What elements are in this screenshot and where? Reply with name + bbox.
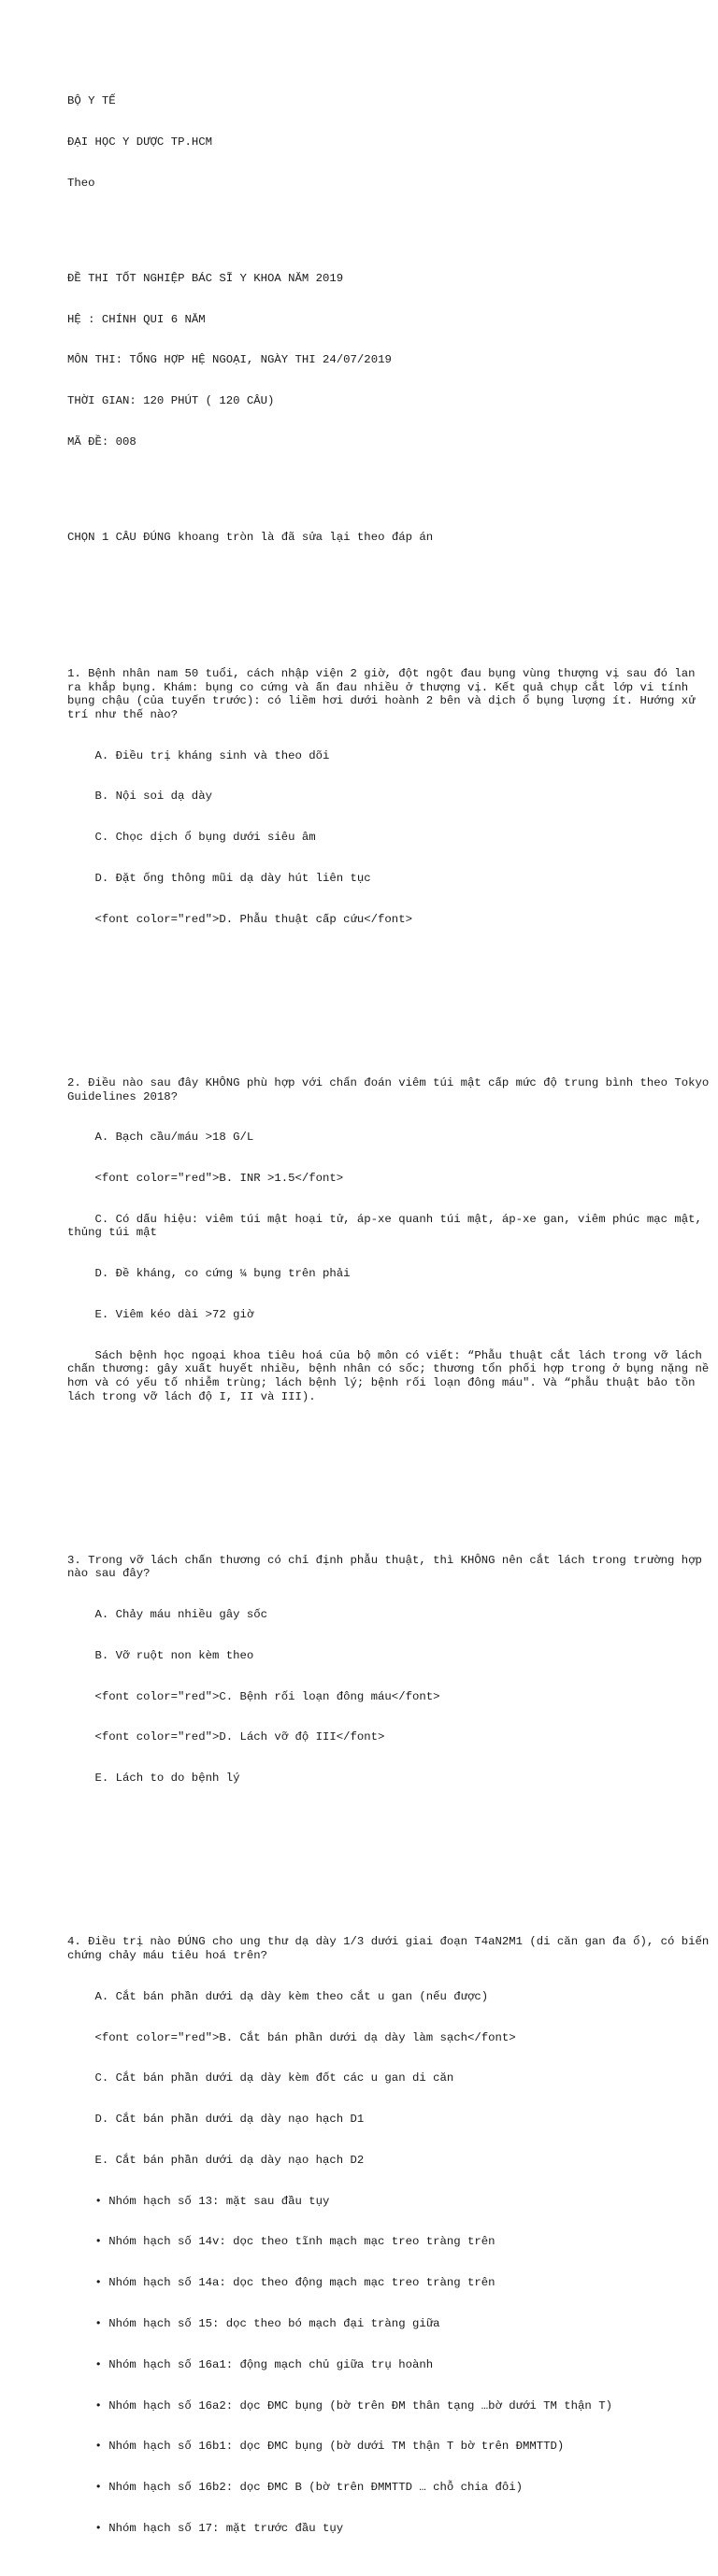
spacer <box>67 1840 712 1854</box>
answer-option: E. Viêm kéo dài >72 giờ <box>94 1308 254 1322</box>
university-heading: ĐẠI HỌC Y DƯỢC TP.HCM <box>67 135 212 149</box>
exam-system: HỆ : CHÍNH QUI 6 NĂM <box>67 312 206 326</box>
answer-option: D. Cắt bán phần dưới dạ dày nạo hạch D1 <box>94 2113 365 2127</box>
question-4 <box>67 1908 716 2563</box>
question-stem: 1. Bệnh nhân nam 50 tuổi, cách nhập viện 2 giờ, đột ngột đau bụng vùng thượng vị sau đó lan ra khắp bụng. Khám: bụng co cứng và ấn đau nhiều ở thượng vị. Kết quả chụp cắt lớp vi tính bụng chậu (của tuyến trước): có liềm hơi dưới hoành 2 bên và dịch ổ bụng lượng ít. Hướng xử trí như thế nào? <box>67 667 702 721</box>
answer-option: D. Đề kháng, co cứng ¼ bụng trên phải <box>94 1267 351 1281</box>
lymph-node-item: • Nhóm hạch số 14v: dọc theo tĩnh mạch mạc treo tràng trên <box>94 2235 495 2249</box>
lymph-node-item: • Nhóm hạch số 14a: dọc theo động mạch mạc treo tràng trên <box>94 2276 495 2290</box>
question-3 <box>67 1527 712 1813</box>
question-stem: 2. Điều nào sau đây KHÔNG phù hợp với chẩn đoán viêm túi mật cấp mức độ trung bình theo Tokyo Guidelines 2018? <box>67 1075 716 1103</box>
answer-option-marked: <font color="red">B. Cắt bán phần dưới dạ dày làm sạch</font> <box>94 2030 516 2044</box>
lymph-node-item: • Nhóm hạch số 15: dọc theo bó mạch đại tràng giữa <box>94 2316 440 2330</box>
spacer <box>67 1459 712 1473</box>
answer-option: C. Chọc dịch ổ bụng dưới siêu âm <box>94 831 316 845</box>
ministry-heading: BỘ Y TẾ <box>67 94 116 108</box>
answer-option-marked: <font color="red">C. Bệnh rối loạn đông máu</font> <box>94 1689 440 1703</box>
question-stem: 4. Điều trị nào ĐÚNG cho ung thư dạ dày 1/3 dưới giai đoạn T4aN2M1 (di căn gan đa ổ), có biến chứng chảy máu tiêu hoá trên? <box>67 1935 716 1962</box>
answer-option: A. Bạch cầu/máu >18 G/L <box>94 1131 254 1145</box>
exam-code: MÃ ĐỀ: 008 <box>67 435 136 449</box>
exam-subject: MÔN THI: TỔNG HỢP HỆ NGOẠI, NGÀY THI 24/07/2019 <box>67 353 392 367</box>
answer-option: A. Cắt bán phần dưới dạ dày kèm theo cắt u gan (nếu được) <box>94 1989 489 2003</box>
answer-option-marked: <font color="red">B. INR >1.5</font> <box>94 1172 344 1186</box>
answer-option-marked: <font color="red">D. Phẫu thuật cấp cứu</font> <box>94 912 412 926</box>
answer-option: B. Vỡ ruột non kèm theo <box>94 1648 254 1662</box>
exam-title: ĐỀ THI TỐT NGHIỆP BÁC SĨ Y KHOA NĂM 2019 <box>67 271 344 285</box>
answer-option-marked: <font color="red">D. Lách vỡ độ III</font> <box>94 1730 385 1744</box>
explanation-text: Sách bệnh học ngoại khoa tiêu hoá của bộ môn có viết: “Phẫu thuật cắt lách trong vỡ lách chấn thương: gây xuất huyết nhiều, bệnh nhân có sốc; thương tổn phối hợp trong ở bụng nặng nề hơn và có yếu tố nhiễm trùng; lách bệnh lý; bệnh rối loạn đông máu". Và “phẫu thuật bảo tồn lách trong vỡ lách độ I, II và III). <box>67 1348 716 1403</box>
spacer <box>67 981 712 995</box>
spacer <box>67 218 712 232</box>
lymph-node-item: • Nhóm hạch số 16a2: dọc ĐMC bụng (bờ trên ĐM thân tạng …bờ dưới TM thận T) <box>94 2398 612 2412</box>
answer-option: E. Cắt bán phần dưới dạ dày nạo hạch D2 <box>94 2153 365 2167</box>
exam-time: THỜI GIAN: 120 PHÚT ( 120 CÂU) <box>67 394 275 408</box>
question-1 <box>67 640 712 954</box>
lymph-node-item: • Nhóm hạch số 16a1: động mạch chủ giữa trụ hoành <box>94 2357 434 2371</box>
answer-option: D. Đặt ống thông mũi dạ dày hút liên tục <box>94 872 371 886</box>
lymph-node-item: • Nhóm hạch số 16b2: dọc ĐMC B (bờ trên ĐMMTTD … chỗ chia đôi) <box>94 2481 524 2495</box>
question-2 <box>67 1049 716 1431</box>
lymph-node-item: • Nhóm hạch số 16b1: dọc ĐMC bụng (bờ dưới TM thận T bờ trên ĐMMTTD) <box>94 2440 565 2454</box>
exam-document <box>67 67 716 2576</box>
answer-option: A. Chảy máu nhiều gây sốc <box>94 1608 267 1622</box>
instruction-text: CHỌN 1 CÂU ĐÚNG khoang tròn là đã sửa lại theo đáp án <box>67 531 434 545</box>
answer-option: A. Điều trị kháng sinh và theo dõi <box>94 748 330 762</box>
explanation-note <box>67 1348 716 1403</box>
answer-option-text: C. Có dấu hiệu: viêm túi mật hoại tử, áp-xe quanh túi mật, áp-xe gan, viêm phúc mạc mật, thủng túi mật <box>67 1212 710 1240</box>
answer-option: C. Cắt bán phần dưới dạ dày kèm đốt các u gan di căn <box>94 2071 454 2085</box>
lymph-node-item: • Nhóm hạch số 13: mặt sau đầu tụy <box>94 2194 330 2208</box>
theo-label: Theo <box>67 176 95 190</box>
answer-option: B. Nội soi dạ dày <box>94 790 212 804</box>
spacer <box>67 572 712 586</box>
spacer <box>67 477 712 491</box>
question-stem: 3. Trong vỡ lách chấn thương có chỉ định phẫu thuật, thì KHÔNG nên cắt lách trong trường hợp nào sau đây? <box>67 1553 710 1581</box>
answer-option <box>67 1213 712 1240</box>
answer-option: E. Lách to do bệnh lý <box>94 1772 240 1786</box>
lymph-node-item: • Nhóm hạch số 17: mặt trước đầu tụy <box>94 2521 344 2535</box>
